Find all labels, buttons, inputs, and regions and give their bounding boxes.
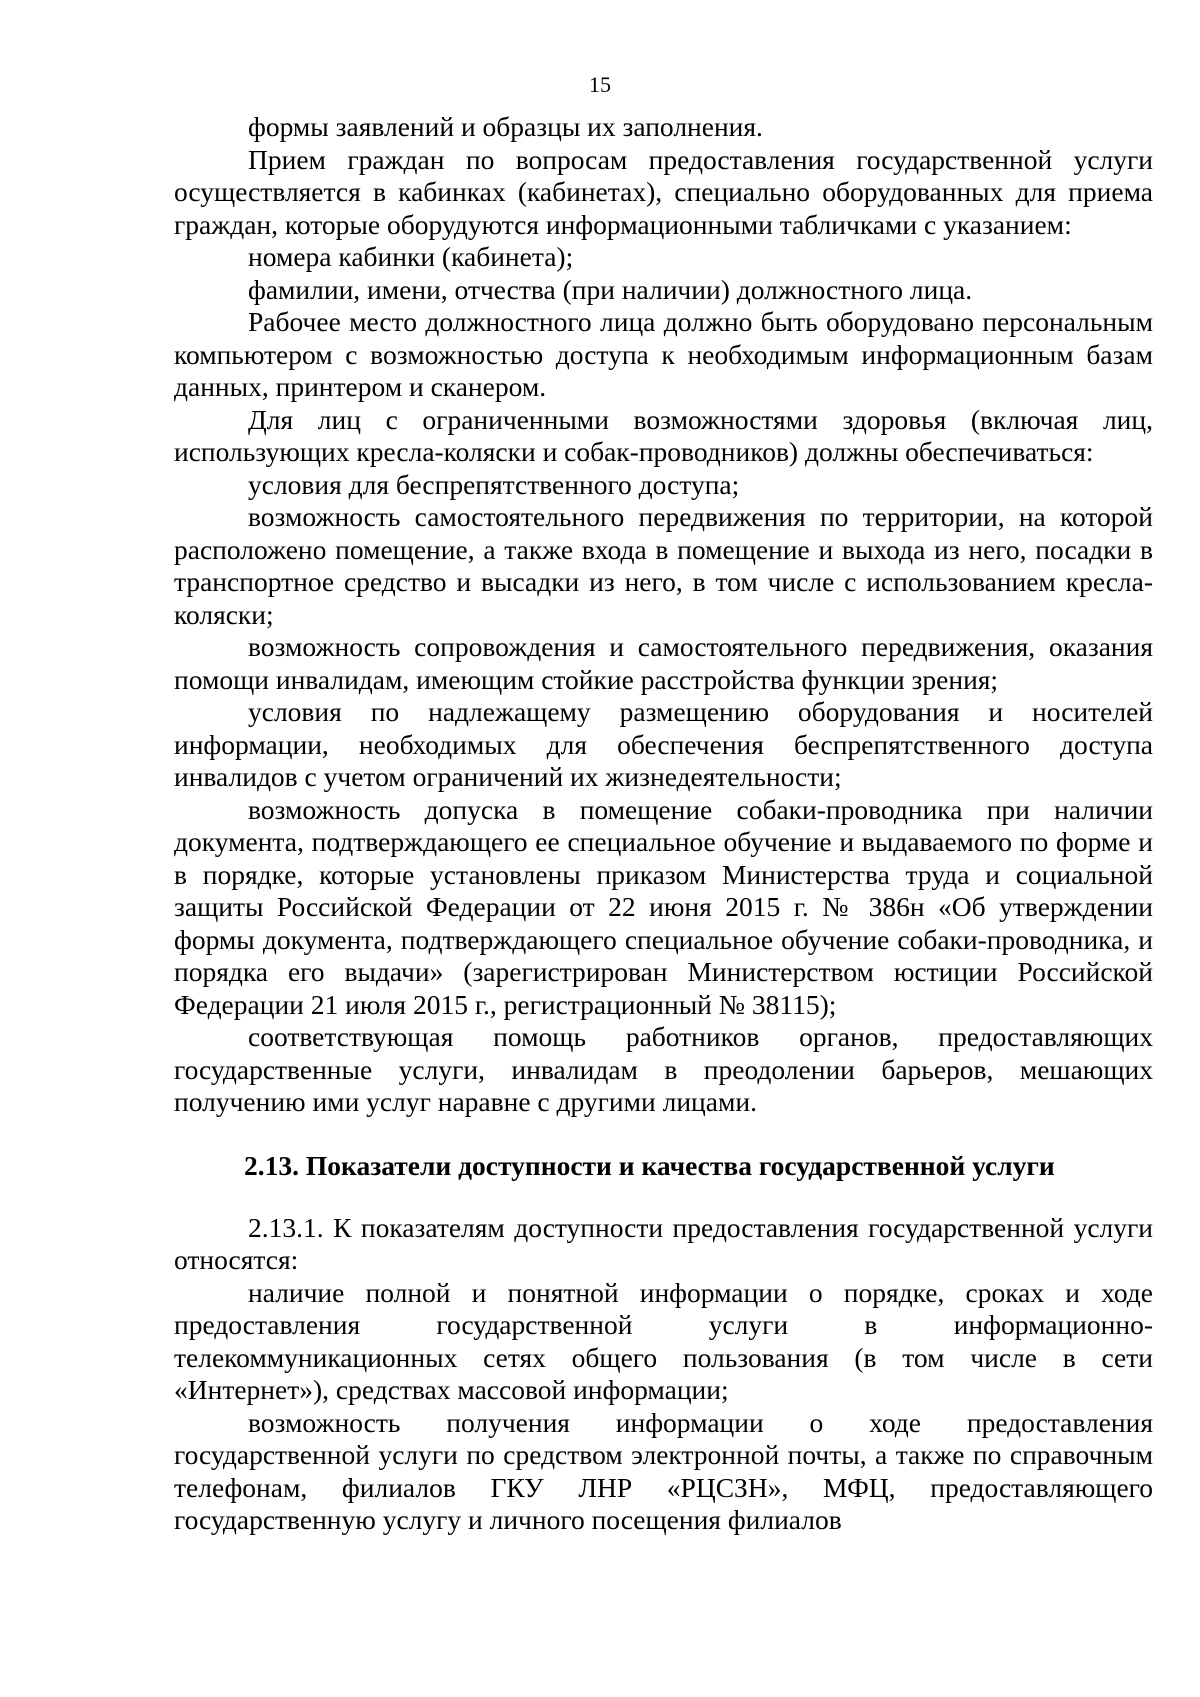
- paragraph: Прием граждан по вопросам предоставления государственной услуги осуществляется в кабинках (кабинетах), специально оборудованных для приема граждан, которые оборудуются информационными табличками с указанием:: [174, 143, 1153, 240]
- paragraph: возможность сопровождения и самостоятельного передвижения, оказания помощи инвалидам, имеющим стойкие расстройства функции зрения;: [174, 631, 1153, 695]
- paragraph: условия по надлежащему размещению оборудования и носителей информации, необходимых для обеспечения беспрепятственного доступа инвалидов с учетом ограничений их жизнедеятельности;: [174, 696, 1153, 792]
- paragraph: возможность допуска в помещение собаки-проводника при наличии документа, подтверждающего ее специальное обучение и выдаваемого по форме и в порядке, которые установлены приказом Министерства труда и социальной защиты Российской Федерации от 22 июня 2015 г. № 386н «Об утверждении формы документа, подтверждающего специальное обучение собаки-проводника, и порядка его выдачи» (зарегистрирован Министерством юстиции Российской Федерации 21 июля 2015 г., регистрационный № 38115);: [174, 793, 1153, 1020]
- paragraph: Для лиц с ограниченными возможностями здоровья (включая лиц, использующих кресла-коляски и собак-проводников) должны обеспечиваться:: [174, 403, 1153, 467]
- paragraph: соответствующая помощь работников органов, предоставляющих государственные услуги, инвалидам в преодолении барьеров, мешающих получению ими услуг наравне с другими лицами.: [174, 1021, 1153, 1117]
- paragraph: возможность самостоятельного передвижения по территории, на которой расположено помещение, а также входа в помещение и выхода из него, посадки в транспортное средство и высадки из него, в том числе с использованием кресла-коляски;: [174, 501, 1153, 630]
- paragraph: возможность получения информации о ходе предоставления государственной услуги по средством электронной почты, а также по справочным телефонам, филиалов ГКУ ЛНР «РЦСЗН», МФЦ, предоставляющего государственную услугу и личного посещения филиалов: [174, 1406, 1153, 1535]
- section-heading: 2.13. Показатели доступности и качества государственной услуги: [244, 1149, 1055, 1181]
- paragraph: Рабочее место должностного лица должно быть оборудовано персональным компьютером с возможностью доступа к необходимым информационным базам данных, принтером и сканером.: [174, 306, 1153, 402]
- paragraph: 2.13.1. К показателям доступности предоставления государственной услуги относятся:: [174, 1211, 1153, 1275]
- paragraph: наличие полной и понятной информации о порядке, сроках и ходе предоставления государственной услуги в информационно-телекоммуникационных сетях общего пользования (в том числе в сети «Интернет»), средствах массовой информации;: [174, 1276, 1153, 1405]
- page-number: 15: [589, 72, 611, 97]
- paragraph: условия для беспрепятственного доступа;: [248, 468, 740, 500]
- paragraph: формы заявлений и образцы их заполнения.: [248, 111, 763, 142]
- paragraph: фамилии, имени, отчества (при наличии) должностного лица.: [248, 273, 973, 305]
- document-body: [174, 111, 1153, 1537]
- paragraph: номера кабинки (кабинета);: [248, 241, 574, 272]
